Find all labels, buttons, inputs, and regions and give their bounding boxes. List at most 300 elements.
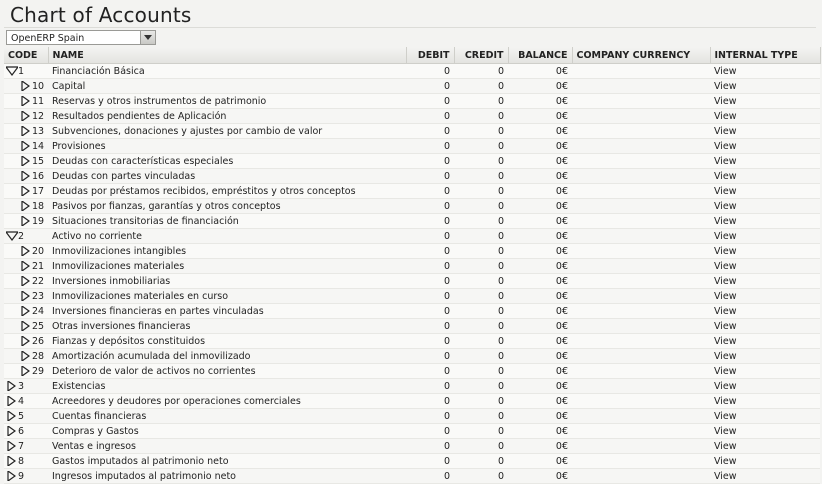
- row-internal-type: [710, 214, 820, 229]
- dropdown-button[interactable]: [140, 31, 155, 44]
- row-name: Capital: [48, 79, 406, 94]
- row-company-currency: [572, 64, 710, 79]
- company-select[interactable]: [6, 30, 156, 45]
- row-name: Deudas con características especiales: [48, 154, 406, 169]
- row-credit: 0: [454, 199, 508, 214]
- internal-type-link[interactable]: View: [714, 455, 737, 467]
- row-internal-type: [710, 349, 820, 364]
- internal-type-link[interactable]: View: [714, 215, 737, 227]
- row-company-currency: [572, 94, 710, 109]
- table-row[interactable]: [4, 199, 820, 214]
- row-credit: 0: [454, 439, 508, 454]
- row-code: 26: [32, 335, 45, 347]
- row-credit: 0: [454, 184, 508, 199]
- column-header-debit[interactable]: DEBIT: [406, 47, 454, 64]
- row-debit: 0: [406, 199, 454, 214]
- row-code: 23: [32, 290, 45, 302]
- row-balance: 0€: [508, 349, 572, 364]
- row-internal-type: [710, 469, 820, 484]
- row-credit: 0: [454, 154, 508, 169]
- table-row[interactable]: [4, 109, 820, 124]
- expand-right-triangle-icon[interactable]: [6, 456, 16, 466]
- row-code-cell: [4, 169, 48, 184]
- row-debit: 0: [406, 184, 454, 199]
- row-balance: 0€: [508, 184, 572, 199]
- row-credit: 0: [454, 304, 508, 319]
- row-credit: 0: [454, 229, 508, 244]
- row-internal-type: [710, 379, 820, 394]
- row-name: Inversiones inmobiliarias: [48, 274, 406, 289]
- column-header-credit[interactable]: CREDIT: [454, 47, 508, 64]
- row-company-currency: [572, 199, 710, 214]
- table-header-row: [4, 47, 820, 64]
- internal-type-link[interactable]: View: [714, 470, 737, 482]
- row-credit: 0: [454, 424, 508, 439]
- row-code: 11: [32, 95, 45, 107]
- internal-type-link[interactable]: View: [714, 140, 737, 152]
- internal-type-link[interactable]: View: [714, 155, 737, 167]
- column-header-code[interactable]: CODE: [4, 47, 48, 64]
- expand-down-triangle-icon[interactable]: [6, 66, 16, 76]
- row-balance: 0€: [508, 364, 572, 379]
- expand-right-triangle-icon[interactable]: [20, 216, 30, 226]
- row-name: Subvenciones, donaciones y ajustes por cambio de valor: [48, 124, 406, 139]
- row-code-cell: [4, 439, 48, 454]
- row-internal-type: [710, 154, 820, 169]
- row-debit: 0: [406, 319, 454, 334]
- row-balance: 0€: [508, 379, 572, 394]
- row-debit: 0: [406, 274, 454, 289]
- row-code-cell: [4, 79, 48, 94]
- row-internal-type: [710, 319, 820, 334]
- row-code-cell: [4, 304, 48, 319]
- table-row[interactable]: [4, 259, 820, 274]
- expand-right-triangle-icon[interactable]: [6, 396, 16, 406]
- row-internal-type: [710, 244, 820, 259]
- row-code: 29: [32, 365, 45, 377]
- internal-type-link[interactable]: View: [714, 185, 737, 197]
- row-balance: 0€: [508, 94, 572, 109]
- accounts-table: [4, 47, 821, 484]
- table-row[interactable]: [4, 184, 820, 199]
- table-row[interactable]: [4, 454, 820, 469]
- row-balance: 0€: [508, 409, 572, 424]
- row-name: Compras y Gastos: [48, 424, 406, 439]
- row-code-cell: [4, 139, 48, 154]
- chevron-down-icon: [144, 35, 152, 40]
- row-internal-type: [710, 364, 820, 379]
- internal-type-link[interactable]: View: [714, 395, 737, 407]
- row-name: Existencias: [48, 379, 406, 394]
- row-debit: 0: [406, 454, 454, 469]
- row-debit: 0: [406, 244, 454, 259]
- table-row[interactable]: [4, 364, 820, 379]
- table-row[interactable]: [4, 469, 820, 484]
- expand-right-triangle-icon[interactable]: [20, 261, 30, 271]
- row-internal-type: [710, 139, 820, 154]
- row-balance: 0€: [508, 334, 572, 349]
- row-company-currency: [572, 349, 710, 364]
- table-row[interactable]: [4, 439, 820, 454]
- title-divider: [4, 27, 816, 28]
- row-debit: 0: [406, 229, 454, 244]
- row-internal-type: [710, 334, 820, 349]
- row-balance: 0€: [508, 169, 572, 184]
- row-company-currency: [572, 229, 710, 244]
- row-credit: 0: [454, 64, 508, 79]
- row-company-currency: [572, 274, 710, 289]
- row-balance: 0€: [508, 469, 572, 484]
- row-code: 10: [32, 80, 45, 92]
- row-balance: 0€: [508, 124, 572, 139]
- row-credit: 0: [454, 259, 508, 274]
- expand-down-triangle-icon[interactable]: [6, 231, 16, 241]
- row-name: Amortización acumulada del inmovilizado: [48, 349, 406, 364]
- row-code: 24: [32, 305, 45, 317]
- row-debit: 0: [406, 64, 454, 79]
- row-name: Inversiones financieras en partes vinculadas: [48, 304, 406, 319]
- table-row[interactable]: [4, 274, 820, 289]
- table-row[interactable]: [4, 334, 820, 349]
- expand-right-triangle-icon[interactable]: [20, 321, 30, 331]
- internal-type-link[interactable]: View: [714, 170, 737, 182]
- row-name: Deterioro de valor de activos no corrientes: [48, 364, 406, 379]
- row-company-currency: [572, 139, 710, 154]
- internal-type-link[interactable]: View: [714, 320, 737, 332]
- internal-type-link[interactable]: View: [714, 200, 737, 212]
- row-debit: 0: [406, 379, 454, 394]
- row-internal-type: [710, 199, 820, 214]
- row-credit: 0: [454, 124, 508, 139]
- row-internal-type: [710, 94, 820, 109]
- internal-type-link[interactable]: View: [714, 230, 737, 242]
- row-name: Situaciones transitorias de financiación: [48, 214, 406, 229]
- table-row[interactable]: [4, 379, 820, 394]
- row-balance: 0€: [508, 139, 572, 154]
- row-code-cell: [4, 349, 48, 364]
- expand-right-triangle-icon[interactable]: [20, 126, 30, 136]
- row-internal-type: [710, 169, 820, 184]
- row-company-currency: [572, 109, 710, 124]
- row-name: Gastos imputados al patrimonio neto: [48, 454, 406, 469]
- row-code: 6: [18, 425, 25, 437]
- expand-right-triangle-icon[interactable]: [20, 141, 30, 151]
- row-balance: 0€: [508, 109, 572, 124]
- row-company-currency: [572, 154, 710, 169]
- row-debit: 0: [406, 439, 454, 454]
- row-code-cell: [4, 319, 48, 334]
- internal-type-link[interactable]: View: [714, 275, 737, 287]
- row-name: Inmovilizaciones intangibles: [48, 244, 406, 259]
- row-credit: 0: [454, 244, 508, 259]
- row-name: Inmovilizaciones materiales: [48, 259, 406, 274]
- row-debit: 0: [406, 214, 454, 229]
- row-balance: 0€: [508, 199, 572, 214]
- row-code: 22: [32, 275, 45, 287]
- row-debit: 0: [406, 364, 454, 379]
- table-row[interactable]: [4, 409, 820, 424]
- column-header-name[interactable]: NAME: [48, 47, 406, 64]
- row-internal-type: [710, 124, 820, 139]
- row-code-cell: [4, 289, 48, 304]
- row-company-currency: [572, 469, 710, 484]
- column-header-internal-type[interactable]: INTERNAL TYPE: [710, 47, 820, 64]
- row-credit: 0: [454, 289, 508, 304]
- internal-type-link[interactable]: View: [714, 440, 737, 452]
- expand-right-triangle-icon[interactable]: [20, 156, 30, 166]
- row-debit: 0: [406, 124, 454, 139]
- internal-type-link[interactable]: View: [714, 335, 737, 347]
- row-code: 21: [32, 260, 45, 272]
- internal-type-link[interactable]: View: [714, 65, 737, 77]
- row-internal-type: [710, 289, 820, 304]
- table-row[interactable]: [4, 169, 820, 184]
- table-row[interactable]: [4, 304, 820, 319]
- row-code: 2: [18, 230, 25, 242]
- row-credit: 0: [454, 319, 508, 334]
- row-name: Deudas por préstamos recibidos, empréstitos y otros conceptos: [48, 184, 406, 199]
- row-company-currency: [572, 214, 710, 229]
- row-debit: 0: [406, 109, 454, 124]
- expand-right-triangle-icon[interactable]: [20, 111, 30, 121]
- expand-right-triangle-icon[interactable]: [20, 366, 30, 376]
- table-row[interactable]: [4, 124, 820, 139]
- table-row[interactable]: [4, 424, 820, 439]
- row-code-cell: [4, 379, 48, 394]
- row-code: 16: [32, 170, 45, 182]
- expand-right-triangle-icon[interactable]: [6, 471, 16, 481]
- table-row[interactable]: [4, 154, 820, 169]
- internal-type-link[interactable]: View: [714, 425, 737, 437]
- table-row[interactable]: [4, 94, 820, 109]
- expand-right-triangle-icon[interactable]: [20, 171, 30, 181]
- internal-type-link[interactable]: View: [714, 110, 737, 122]
- row-company-currency: [572, 124, 710, 139]
- row-credit: 0: [454, 214, 508, 229]
- internal-type-link[interactable]: View: [714, 365, 737, 377]
- table-row[interactable]: [4, 244, 820, 259]
- row-code: 5: [18, 410, 25, 422]
- internal-type-link[interactable]: View: [714, 410, 737, 422]
- internal-type-link[interactable]: View: [714, 305, 737, 317]
- row-code: 12: [32, 110, 45, 122]
- row-company-currency: [572, 364, 710, 379]
- table-row[interactable]: [4, 289, 820, 304]
- expand-right-triangle-icon[interactable]: [20, 276, 30, 286]
- row-balance: 0€: [508, 244, 572, 259]
- row-balance: 0€: [508, 259, 572, 274]
- row-company-currency: [572, 304, 710, 319]
- row-code-cell: [4, 409, 48, 424]
- row-internal-type: [710, 64, 820, 79]
- row-code: 17: [32, 185, 45, 197]
- row-code: 7: [18, 440, 25, 452]
- row-debit: 0: [406, 469, 454, 484]
- row-code: 4: [18, 395, 25, 407]
- expand-right-triangle-icon[interactable]: [20, 291, 30, 301]
- internal-type-link[interactable]: View: [714, 290, 737, 302]
- internal-type-link[interactable]: View: [714, 80, 737, 92]
- row-internal-type: [710, 394, 820, 409]
- row-code-cell: [4, 124, 48, 139]
- row-code-cell: [4, 229, 48, 244]
- row-debit: 0: [406, 304, 454, 319]
- row-name: Provisiones: [48, 139, 406, 154]
- row-code: 20: [32, 245, 45, 257]
- table-row[interactable]: [4, 349, 820, 364]
- table-row[interactable]: [4, 319, 820, 334]
- row-internal-type: [710, 304, 820, 319]
- row-company-currency: [572, 424, 710, 439]
- row-name: Fianzas y depósitos constituidos: [48, 334, 406, 349]
- row-balance: 0€: [508, 304, 572, 319]
- row-credit: 0: [454, 274, 508, 289]
- row-name: Pasivos por fianzas, garantías y otros conceptos: [48, 199, 406, 214]
- row-internal-type: [710, 409, 820, 424]
- row-code: 18: [32, 200, 45, 212]
- row-credit: 0: [454, 79, 508, 94]
- row-credit: 0: [454, 139, 508, 154]
- row-debit: 0: [406, 409, 454, 424]
- row-code-cell: [4, 469, 48, 484]
- row-balance: 0€: [508, 424, 572, 439]
- row-debit: 0: [406, 79, 454, 94]
- row-code-cell: [4, 154, 48, 169]
- row-debit: 0: [406, 259, 454, 274]
- row-code: 15: [32, 155, 45, 167]
- expand-right-triangle-icon[interactable]: [20, 246, 30, 256]
- column-header-company-currency[interactable]: COMPANY CURRENCY: [572, 47, 710, 64]
- row-balance: 0€: [508, 289, 572, 304]
- row-internal-type: [710, 259, 820, 274]
- row-credit: 0: [454, 364, 508, 379]
- row-debit: 0: [406, 334, 454, 349]
- table-row[interactable]: [4, 394, 820, 409]
- row-internal-type: [710, 274, 820, 289]
- row-name: Inmovilizaciones materiales en curso: [48, 289, 406, 304]
- row-code-cell: [4, 184, 48, 199]
- row-company-currency: [572, 184, 710, 199]
- row-code-cell: [4, 334, 48, 349]
- internal-type-link[interactable]: View: [714, 350, 737, 362]
- expand-right-triangle-icon[interactable]: [20, 186, 30, 196]
- row-balance: 0€: [508, 79, 572, 94]
- row-credit: 0: [454, 469, 508, 484]
- row-code: 19: [32, 215, 45, 227]
- table-row[interactable]: [4, 64, 820, 79]
- row-balance: 0€: [508, 439, 572, 454]
- expand-right-triangle-icon[interactable]: [20, 351, 30, 361]
- expand-right-triangle-icon[interactable]: [20, 201, 30, 211]
- internal-type-link[interactable]: View: [714, 125, 737, 137]
- page-title: Chart of Accounts: [10, 3, 192, 27]
- table-row[interactable]: [4, 79, 820, 94]
- row-balance: 0€: [508, 154, 572, 169]
- row-credit: 0: [454, 94, 508, 109]
- expand-right-triangle-icon[interactable]: [6, 426, 16, 436]
- row-code-cell: [4, 394, 48, 409]
- row-debit: 0: [406, 289, 454, 304]
- row-balance: 0€: [508, 214, 572, 229]
- row-code: 14: [32, 140, 45, 152]
- row-credit: 0: [454, 454, 508, 469]
- row-code-cell: [4, 64, 48, 79]
- row-credit: 0: [454, 334, 508, 349]
- row-internal-type: [710, 424, 820, 439]
- internal-type-link[interactable]: View: [714, 380, 737, 392]
- row-balance: 0€: [508, 454, 572, 469]
- row-code: 25: [32, 320, 45, 332]
- expand-right-triangle-icon[interactable]: [6, 381, 16, 391]
- row-code: 8: [18, 455, 25, 467]
- table-row[interactable]: [4, 139, 820, 154]
- row-credit: 0: [454, 169, 508, 184]
- row-debit: 0: [406, 154, 454, 169]
- row-company-currency: [572, 409, 710, 424]
- table-row[interactable]: [4, 229, 820, 244]
- row-code-cell: [4, 214, 48, 229]
- row-code-cell: [4, 244, 48, 259]
- row-name: Reservas y otros instrumentos de patrimonio: [48, 94, 406, 109]
- expand-right-triangle-icon[interactable]: [20, 81, 30, 91]
- row-code-cell: [4, 94, 48, 109]
- row-name: Deudas con partes vinculadas: [48, 169, 406, 184]
- row-company-currency: [572, 169, 710, 184]
- row-code: 13: [32, 125, 45, 137]
- row-internal-type: [710, 184, 820, 199]
- row-internal-type: [710, 229, 820, 244]
- row-company-currency: [572, 79, 710, 94]
- expand-right-triangle-icon[interactable]: [20, 96, 30, 106]
- row-name: Resultados pendientes de Aplicación: [48, 109, 406, 124]
- company-select-value: OpenERP Spain: [11, 33, 85, 44]
- row-balance: 0€: [508, 274, 572, 289]
- row-debit: 0: [406, 394, 454, 409]
- expand-right-triangle-icon[interactable]: [6, 411, 16, 421]
- row-debit: 0: [406, 169, 454, 184]
- row-name: Cuentas financieras: [48, 409, 406, 424]
- internal-type-link[interactable]: View: [714, 260, 737, 272]
- row-name: Activo no corriente: [48, 229, 406, 244]
- row-credit: 0: [454, 394, 508, 409]
- row-credit: 0: [454, 109, 508, 124]
- row-company-currency: [572, 394, 710, 409]
- row-company-currency: [572, 439, 710, 454]
- internal-type-link[interactable]: View: [714, 245, 737, 257]
- row-credit: 0: [454, 409, 508, 424]
- row-internal-type: [710, 439, 820, 454]
- expand-right-triangle-icon[interactable]: [20, 336, 30, 346]
- internal-type-link[interactable]: View: [714, 95, 737, 107]
- row-company-currency: [572, 334, 710, 349]
- row-company-currency: [572, 379, 710, 394]
- row-code-cell: [4, 274, 48, 289]
- table-row[interactable]: [4, 214, 820, 229]
- expand-right-triangle-icon[interactable]: [20, 306, 30, 316]
- row-credit: 0: [454, 379, 508, 394]
- row-company-currency: [572, 454, 710, 469]
- row-balance: 0€: [508, 64, 572, 79]
- expand-right-triangle-icon[interactable]: [6, 441, 16, 451]
- row-code-cell: [4, 109, 48, 124]
- row-company-currency: [572, 259, 710, 274]
- row-debit: 0: [406, 94, 454, 109]
- column-header-balance[interactable]: BALANCE: [508, 47, 572, 64]
- row-name: Otras inversiones financieras: [48, 319, 406, 334]
- row-company-currency: [572, 319, 710, 334]
- row-code: 9: [18, 470, 25, 482]
- row-credit: 0: [454, 349, 508, 364]
